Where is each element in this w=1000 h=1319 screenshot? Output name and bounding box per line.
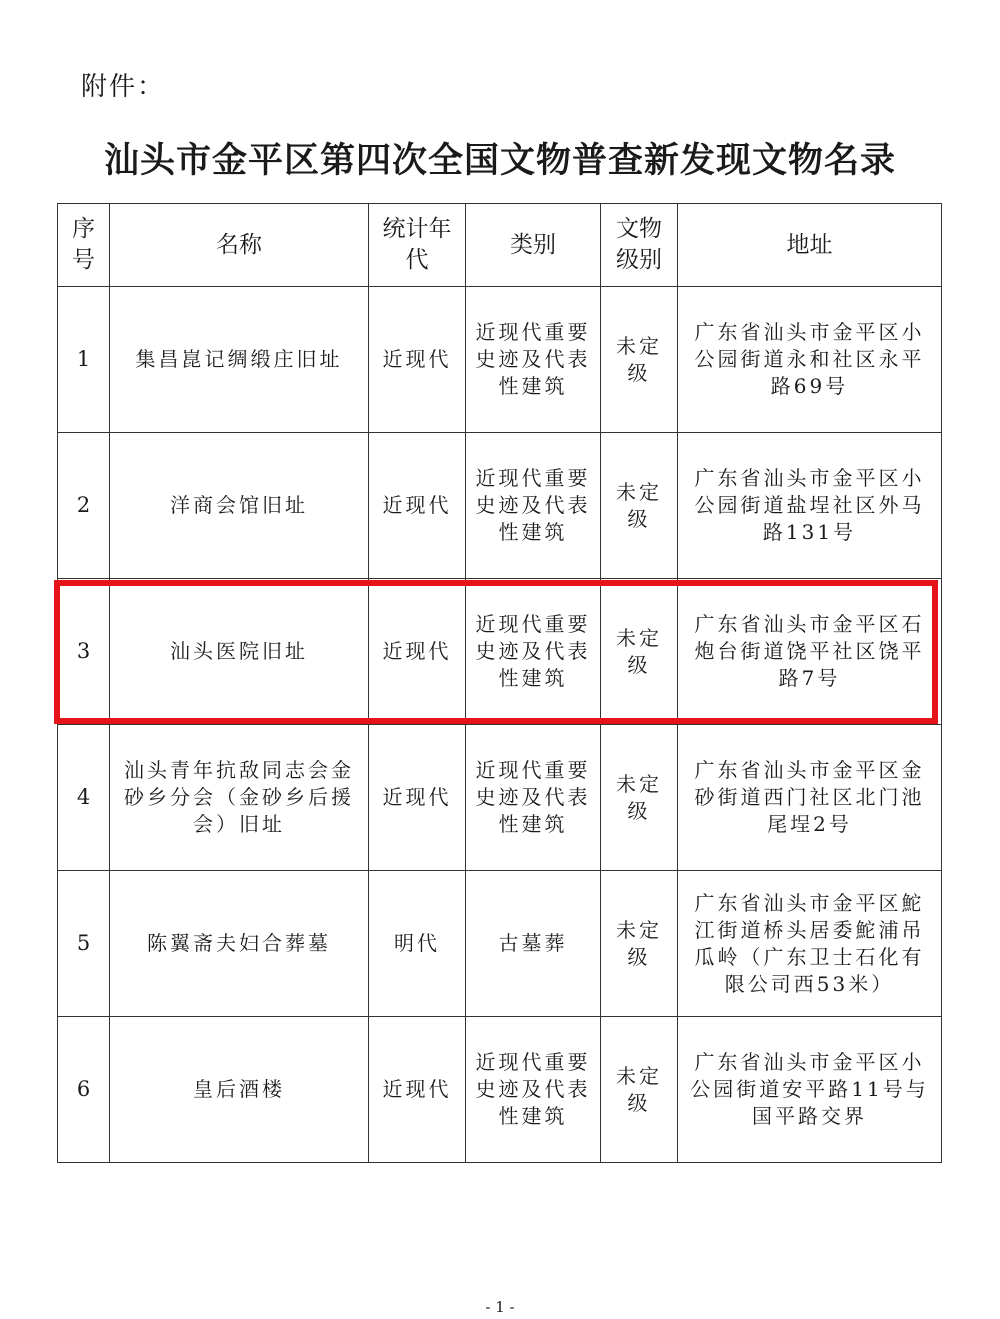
header-era: 统计年代 — [369, 204, 466, 287]
row-3-highlight-box — [54, 580, 938, 724]
attachment-label: 附件： — [81, 72, 166, 102]
header-address: 地址 — [678, 204, 942, 287]
table-header-row — [58, 204, 942, 287]
table-row — [58, 433, 942, 579]
cell-address: 广东省汕头市金平区石炮台街道饶平社区饶平路7号 — [678, 579, 942, 725]
cell-category: 近现代重要史迹及代表性建筑 — [466, 287, 601, 433]
cell-address: 广东省汕头市金平区小公园街道安平路11号与国平路交界 — [678, 1017, 942, 1163]
cell-address: 广东省汕头市金平区小公园街道盐埕社区外马路131号 — [678, 433, 942, 579]
page-number: - 1 - — [485, 1298, 515, 1316]
cell-category: 古墓葬 — [466, 871, 601, 1017]
cell-category: 近现代重要史迹及代表性建筑 — [466, 433, 601, 579]
cell-name: 皇后酒楼 — [110, 1017, 369, 1163]
cell-level: 未定级 — [601, 287, 678, 433]
cell-address: 广东省汕头市金平区金砂街道西门社区北门池尾埕2号 — [678, 725, 942, 871]
cell-name: 陈翼斋夫妇合葬墓 — [110, 871, 369, 1017]
cell-number: 5 — [58, 871, 110, 1017]
cell-number: 4 — [58, 725, 110, 871]
cell-name: 洋商会馆旧址 — [110, 433, 369, 579]
cell-name: 汕头青年抗敌同志会金砂乡分会（金砂乡后援会）旧址 — [110, 725, 369, 871]
cell-level: 未定级 — [601, 579, 678, 725]
cell-address: 广东省汕头市金平区鮀江街道桥头居委鮀浦吊瓜岭（广东卫士石化有限公司西53米） — [678, 871, 942, 1017]
header-name: 名称 — [110, 204, 369, 287]
document-title: 汕头市金平区第四次全国文物普查新发现文物名录 — [103, 141, 896, 181]
cell-era: 近现代 — [369, 579, 466, 725]
table-row — [58, 287, 942, 433]
table-row — [58, 1017, 942, 1163]
cell-category: 近现代重要史迹及代表性建筑 — [466, 1017, 601, 1163]
table-row — [58, 725, 942, 871]
header-number: 序号 — [58, 204, 110, 287]
cell-category: 近现代重要史迹及代表性建筑 — [466, 725, 601, 871]
cell-name: 集昌崑记绸缎庄旧址 — [110, 287, 369, 433]
cell-era: 近现代 — [369, 433, 466, 579]
cell-level: 未定级 — [601, 1017, 678, 1163]
header-category: 类别 — [466, 204, 601, 287]
cell-number: 6 — [58, 1017, 110, 1163]
cell-name: 汕头医院旧址 — [110, 579, 369, 725]
cell-number: 1 — [58, 287, 110, 433]
cell-era: 近现代 — [369, 287, 466, 433]
table-row — [58, 871, 942, 1017]
cell-era: 近现代 — [369, 725, 466, 871]
cell-address: 广东省汕头市金平区小公园街道永和社区永平路69号 — [678, 287, 942, 433]
cell-era: 近现代 — [369, 1017, 466, 1163]
cell-number: 3 — [58, 579, 110, 725]
cell-level: 未定级 — [601, 871, 678, 1017]
cell-level: 未定级 — [601, 725, 678, 871]
header-level: 文物级别 — [601, 204, 678, 287]
cell-level: 未定级 — [601, 433, 678, 579]
cell-number: 2 — [58, 433, 110, 579]
cell-category: 近现代重要史迹及代表性建筑 — [466, 579, 601, 725]
cell-era: 明代 — [369, 871, 466, 1017]
